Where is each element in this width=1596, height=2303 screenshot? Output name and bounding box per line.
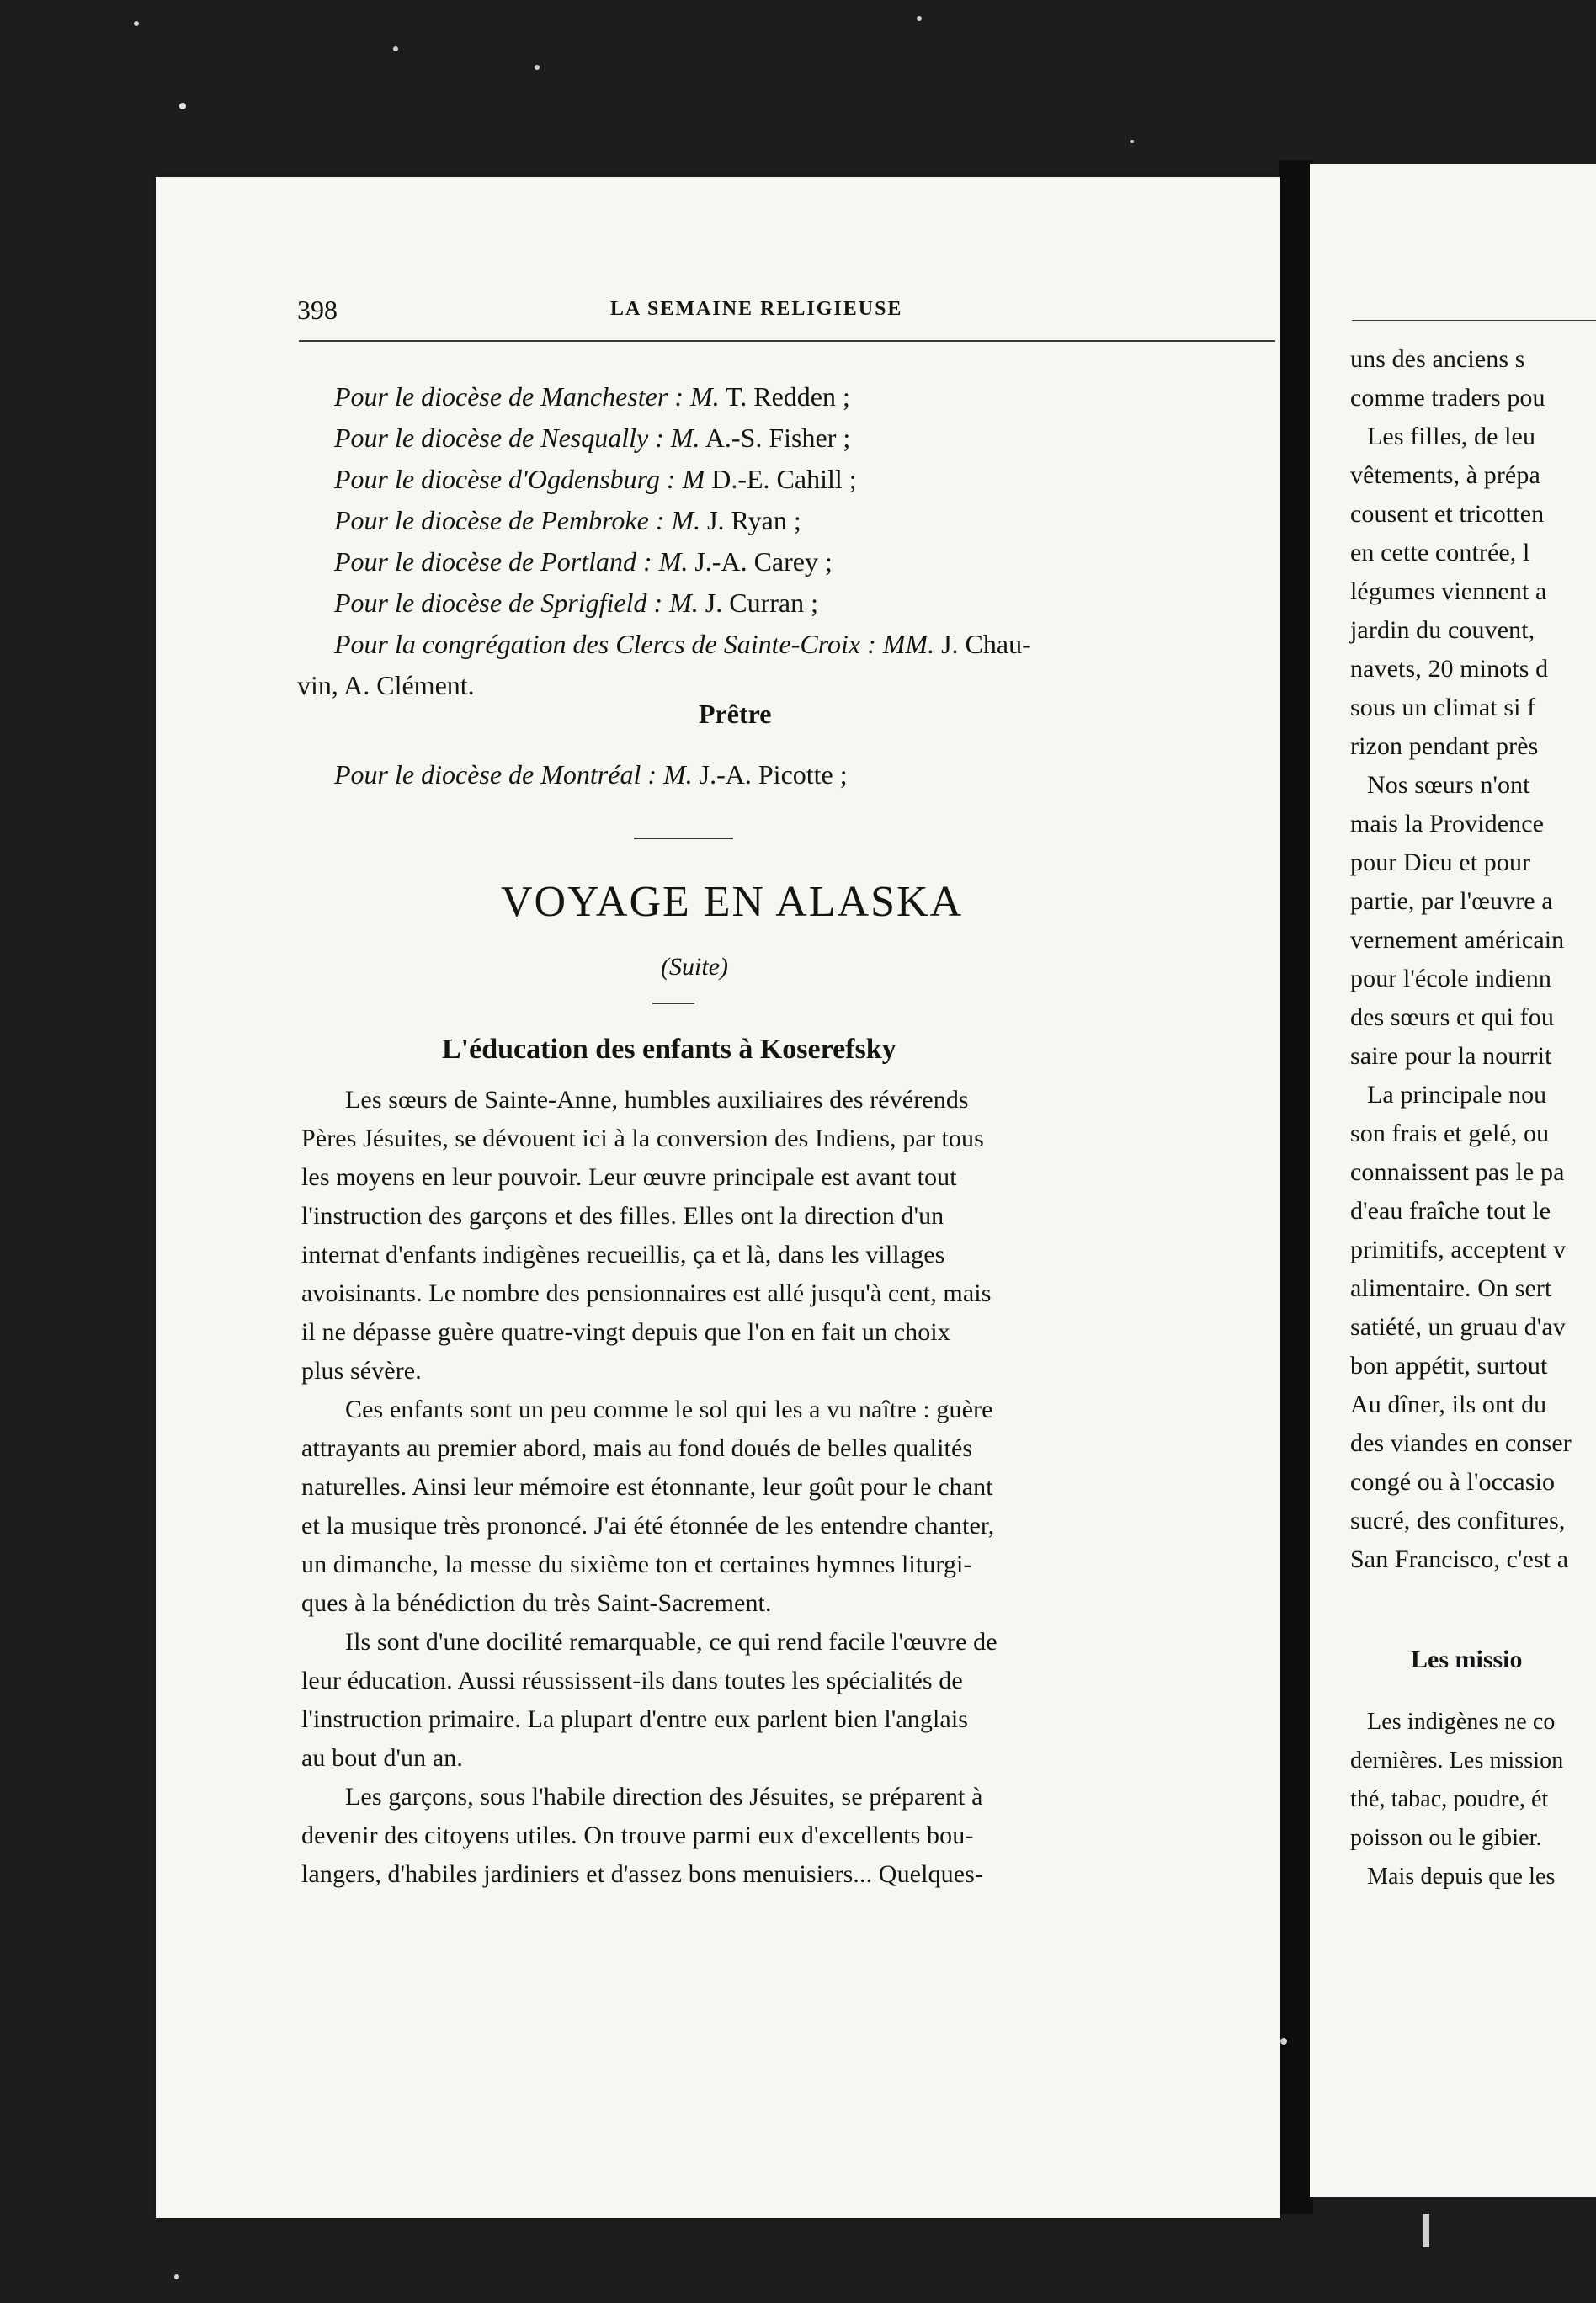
body-line: Ils sont d'une docilité remarquable, ce qui rend facile l'œuvre de bbox=[345, 1628, 998, 1656]
right-body-line: cousent et tricotten bbox=[1350, 500, 1545, 528]
right-body-line: congé ou à l'occasio bbox=[1350, 1468, 1556, 1496]
right-body-line: partie, par l'œuvre a bbox=[1350, 887, 1553, 915]
right-body-line: pour Dieu et pour bbox=[1350, 848, 1531, 876]
right-body-line: son frais et gelé, ou bbox=[1350, 1120, 1550, 1147]
right-body-line: connaissent pas le pa bbox=[1350, 1158, 1565, 1186]
right-body-line: Nos sœurs n'ont bbox=[1367, 771, 1530, 799]
right-body-line: rizon pendant près bbox=[1350, 732, 1539, 760]
body-line: avoisinants. Le nombre des pensionnaires est allé jusqu'à cent, mais bbox=[301, 1279, 992, 1307]
right-body-line: d'eau fraîche tout le bbox=[1350, 1197, 1551, 1225]
left-page bbox=[156, 177, 1280, 2218]
body-line: ques à la bénédiction du très Saint-Sacrement. bbox=[301, 1589, 772, 1617]
ordination-line: Pour le diocèse de Nesqually : M. A.-S. Fisher ; bbox=[334, 423, 851, 453]
subtitle-rule bbox=[652, 1003, 694, 1004]
right-body-line: jardin du couvent, bbox=[1350, 616, 1535, 644]
right-body-line: poisson ou le gibier. bbox=[1350, 1825, 1542, 1851]
pretre-line: Pour le diocèse de Montréal : M. J.-A. Picotte ; bbox=[334, 759, 848, 790]
section-heading: L'éducation des enfants à Koserefsky bbox=[442, 1034, 896, 1065]
right-body-line: thé, tabac, poudre, ét bbox=[1350, 1786, 1549, 1812]
right-body-line: alimentaire. On sert bbox=[1350, 1274, 1552, 1302]
right-body-line: San Francisco, c'est a bbox=[1350, 1545, 1569, 1573]
body-line: langers, d'habiles jardiniers et d'assez bons menuisiers... Quelques- bbox=[301, 1860, 983, 1888]
right-page bbox=[1310, 164, 1596, 2197]
ordination-line: Pour le diocèse de Portland : M. J.-A. Carey ; bbox=[334, 546, 833, 577]
running-head: LA SEMAINE RELIGIEUSE bbox=[610, 298, 903, 320]
body-line: plus sévère. bbox=[301, 1357, 422, 1385]
right-body-line: légumes viennent a bbox=[1350, 577, 1547, 605]
pretre-heading: Prêtre bbox=[699, 699, 772, 729]
body-line: un dimanche, la messe du sixième ton et certaines hymnes liturgi- bbox=[301, 1550, 972, 1578]
article-subtitle: (Suite) bbox=[661, 953, 728, 981]
right-body-line: bon appétit, surtout bbox=[1350, 1352, 1548, 1380]
body-line: au bout d'un an. bbox=[301, 1744, 463, 1772]
right-body-line: sous un climat si f bbox=[1350, 694, 1536, 721]
right-body-line: vêtements, à prépa bbox=[1350, 461, 1540, 489]
right-body-line: primitifs, acceptent v bbox=[1350, 1236, 1567, 1263]
right-body-line: Mais depuis que les bbox=[1367, 1864, 1556, 1890]
ordination-line: Pour la congrégation des Clercs de Sainte-Croix : MM. J. Chau- bbox=[334, 629, 1031, 659]
article-title: VOYAGE EN ALASKA bbox=[501, 878, 964, 926]
ordination-line: Pour le diocèse de Pembroke : M. J. Ryan ; bbox=[334, 505, 801, 535]
body-line: il ne dépasse guère quatre-vingt depuis que l'on en fait un choix bbox=[301, 1318, 950, 1346]
body-line: internat d'enfants indigènes recueillis, ça et là, dans les villages bbox=[301, 1241, 945, 1269]
body-line: Pères Jésuites, se dévouent ici à la conversion des Indiens, par tous bbox=[301, 1125, 984, 1152]
body-line: naturelles. Ainsi leur mémoire est étonnante, leur goût pour le chant bbox=[301, 1473, 993, 1501]
right-body-line: navets, 20 minots d bbox=[1350, 655, 1549, 683]
right-body-line: comme traders pou bbox=[1350, 384, 1545, 412]
right-body-line: des viandes en conser bbox=[1350, 1429, 1572, 1457]
body-line: Les garçons, sous l'habile direction des Jésuites, se préparent à bbox=[345, 1783, 983, 1811]
right-body-line: La principale nou bbox=[1367, 1081, 1547, 1109]
right-body-line: vernement américain bbox=[1350, 926, 1565, 954]
ordination-continuation: vin, A. Clément. bbox=[297, 670, 475, 700]
right-body-line: dernières. Les mission bbox=[1350, 1747, 1564, 1774]
right-body-line: saire pour la nourrit bbox=[1350, 1042, 1552, 1070]
right-body-line: en cette contrée, l bbox=[1350, 539, 1530, 566]
body-line: les moyens en leur pouvoir. Leur œuvre principale est avant tout bbox=[301, 1163, 957, 1191]
body-line: devenir des citoyens utiles. On trouve parmi eux d'excellents bou- bbox=[301, 1822, 974, 1849]
ordination-line: Pour le diocèse de Sprigfield : M. J. Curran ; bbox=[334, 588, 818, 618]
body-line: l'instruction primaire. La plupart d'entre eux parlent bien l'anglais bbox=[301, 1705, 969, 1733]
right-body-line: pour l'école indienn bbox=[1350, 965, 1551, 992]
body-line: Les sœurs de Sainte-Anne, humbles auxiliaires des révérends bbox=[345, 1086, 969, 1114]
right-header-rule bbox=[1352, 320, 1596, 321]
right-body-line: sucré, des confitures, bbox=[1350, 1507, 1566, 1534]
right-body-line: des sœurs et qui fou bbox=[1350, 1003, 1554, 1031]
right-body-line: Au dîner, ils ont du bbox=[1350, 1391, 1547, 1418]
right-body-line: uns des anciens s bbox=[1350, 345, 1525, 373]
right-section-heading: Les missio bbox=[1411, 1646, 1523, 1673]
separator-rule bbox=[634, 838, 733, 839]
body-line: Ces enfants sont un peu comme le sol qui les a vu naître : guère bbox=[345, 1396, 993, 1423]
body-line: leur éducation. Aussi réussissent-ils dans toutes les spécialités de bbox=[301, 1667, 963, 1694]
body-line: et la musique très prononcé. J'ai été étonnée de les entendre chanter, bbox=[301, 1512, 995, 1540]
header-rule bbox=[299, 340, 1275, 342]
body-line: l'instruction des garçons et des filles. Elles ont la direction d'un bbox=[301, 1202, 944, 1230]
page-number: 398 bbox=[297, 295, 338, 325]
body-line: attrayants au premier abord, mais au fond doués de belles qualités bbox=[301, 1434, 973, 1462]
ordination-line: Pour le diocèse de Manchester : M. T. Redden ; bbox=[334, 381, 850, 412]
right-body-line: satiété, un gruau d'av bbox=[1350, 1313, 1566, 1341]
right-body-line: mais la Providence bbox=[1350, 810, 1545, 838]
right-body-line: Les indigènes ne co bbox=[1367, 1709, 1556, 1735]
right-body-line: Les filles, de leu bbox=[1367, 423, 1536, 450]
ordination-line: Pour le diocèse d'Ogdensburg : M D.-E. Cahill ; bbox=[334, 464, 857, 494]
